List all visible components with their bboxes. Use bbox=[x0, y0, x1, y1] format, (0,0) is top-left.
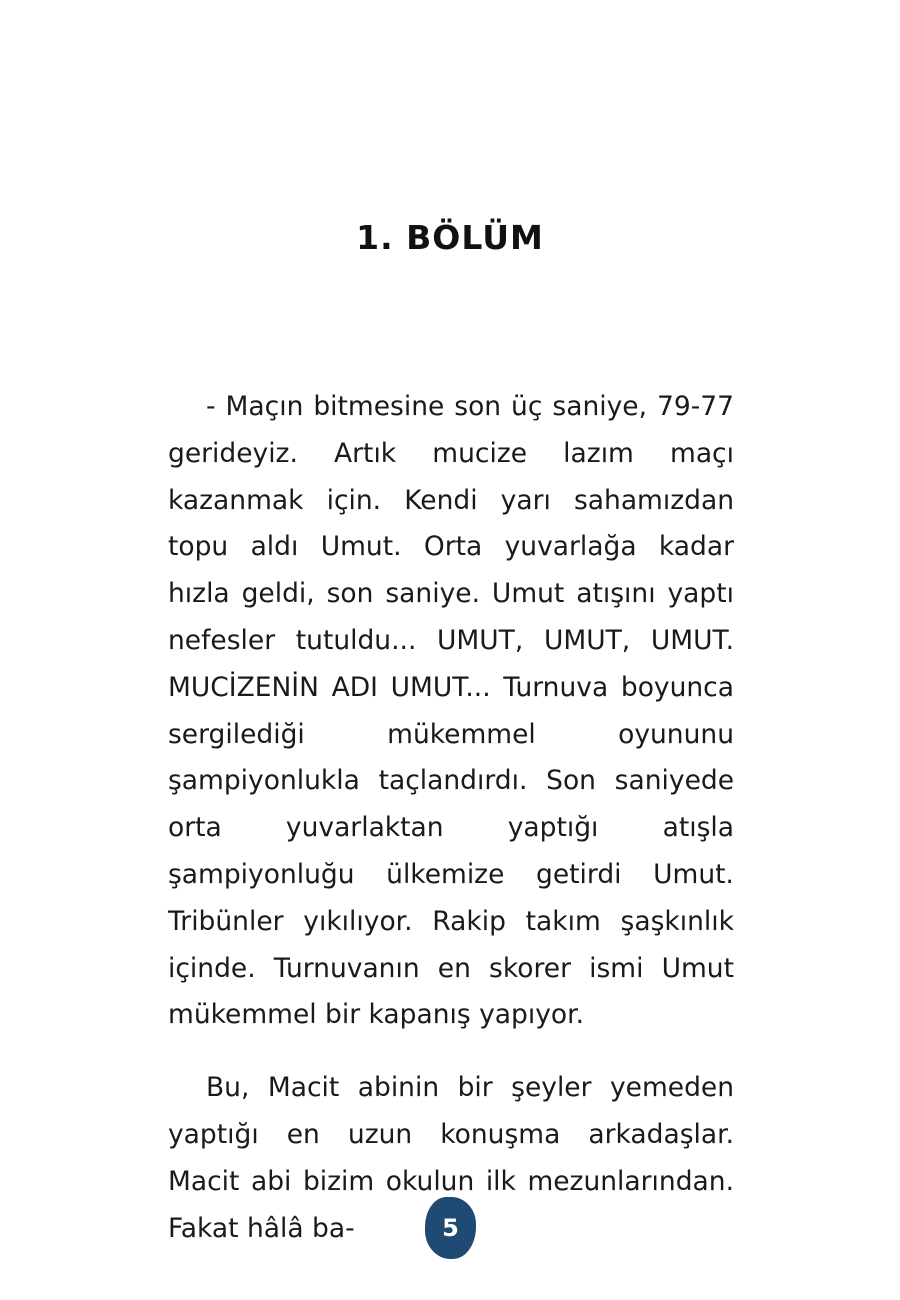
body-text bbox=[168, 384, 734, 1252]
paragraph-1: - Maçın bitmesine son üç saniye, 79-77 gerideyiz. Artık mucize lazım maçı kazanmak için. Kendi yarı sahamızdan topu aldı Umut. Orta yuvarlağa kadar hızla geldi, son saniye. Umut atışını yaptı nefesler tutuldu... UMUT, UMUT, UMUT. MUCİZENİN ADI UMUT... Turnuva boyunca sergilediği mükemmel oyununu şampiyonlukla taçlandırdı. Son saniyede orta yuvarlaktan yaptığı atışla şampiyonluğu ülkemize getirdi Umut. Tribünler yıkılıyor. Rakip takım şaşkınlık içinde. Turnuvanın en skorer ismi Umut mükemmel bir kapanış yapıyor. bbox=[168, 391, 734, 1031]
paragraph-2: Bu, Macit abinin bir şeyler yemeden yaptığı en uzun konuşma arkadaşlar. Macit abi bizim okulun ilk mezunlarından. Fakat hâlâ ba- bbox=[168, 1072, 734, 1244]
chapter-title: 1. BÖLÜM bbox=[356, 218, 544, 257]
page-number-badge bbox=[425, 1197, 476, 1259]
page-number: 5 bbox=[442, 1214, 459, 1242]
